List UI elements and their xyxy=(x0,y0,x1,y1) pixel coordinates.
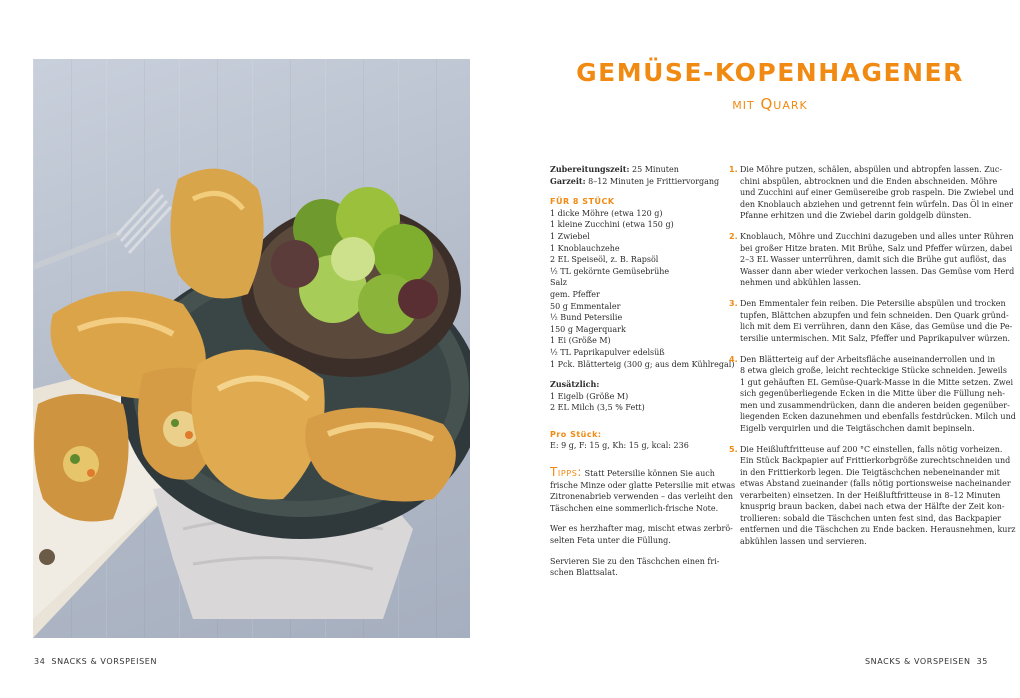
step-text: 1 gut gehäuften EL Gemüse-Quark-Masse in die Mitte setzen. Zwei xyxy=(740,377,1014,387)
nutrition-heading: Pro Stück: xyxy=(550,429,602,439)
ingredient-item: ½ Bund Petersilie xyxy=(550,313,623,323)
step-text: in den Frittierkorb legen. Die Teigtäschchen nebeneinander mit xyxy=(740,467,1000,477)
ingredient-item: 1 Knoblauchzehe xyxy=(550,243,620,253)
step-text: abkühlen lassen und servieren. xyxy=(740,536,867,546)
step-text: knusprig braun backen, dabei nach etwa der Hälfte der Zeit kon- xyxy=(740,502,1005,511)
step-text: chini abspülen, abtrocknen und die Enden abschneiden. Möhre xyxy=(740,176,998,186)
step-text: und Zucchini auf einer Gemüsereibe grob raspeln. Die Zwiebel und xyxy=(740,188,1014,197)
step-4 xyxy=(729,354,1016,435)
step-text: den Knoblauch abziehen und getrennt fein würfeln. Das Öl in einer xyxy=(740,199,1013,209)
step-1 xyxy=(729,164,1014,222)
tips-line xyxy=(550,467,720,480)
step-text: verarbeiten) einsetzen. In der Heißluftfritteuse in 8–12 Minuten xyxy=(740,490,1001,500)
tips-text: schen Blattsalat. xyxy=(550,568,618,578)
tips-text: Täschchen eine sommerlich-frische Note. xyxy=(550,503,719,513)
step-number: 4. xyxy=(729,354,738,364)
recipe-subtitle: mit Quark xyxy=(732,95,808,113)
section-name-right: SNACKS & VORSPEISEN xyxy=(864,657,971,666)
ingredient-item: 1 Ei (Größe M) xyxy=(550,336,611,346)
step-text: Knoblauch, Möhre und Zucchini dazugeben und alles unter Rühren xyxy=(740,232,1014,241)
footer-right xyxy=(865,657,988,666)
ingredients-list xyxy=(550,208,735,370)
step-text: Wasser dann aber wieder verkochen lassen. Das Gemüse vom Herd xyxy=(740,266,1015,276)
step-number: 1. xyxy=(729,165,738,174)
ingredient-item: 1 Zwiebel xyxy=(550,231,590,241)
step-number: 2. xyxy=(729,232,738,241)
ingredient-item: 1 Pck. Blätterteig (300 g; aus dem Kühlregal) xyxy=(550,359,735,369)
tips-label: Tipps: xyxy=(550,465,583,480)
footer-left xyxy=(34,657,157,666)
tips-text: frische Minze oder glatte Petersilie mit etwas xyxy=(550,480,736,490)
step-text: Die Heißluftfritteuse auf 200 °C einstellen, falls nötig vorheizen. xyxy=(740,444,1003,454)
food-photo xyxy=(33,59,470,638)
cook-time xyxy=(550,176,720,188)
ingredient-item: 150 g Magerquark xyxy=(550,324,626,334)
step-text: sich gegenüberliegende Ecken in die Mitte über die Füllung neh- xyxy=(740,389,1005,398)
food-photo-illustration xyxy=(33,59,470,638)
step-number: 5. xyxy=(729,444,738,454)
tips-text: Wer es herzhafter mag, mischt etwas zerbrö- xyxy=(550,524,733,534)
step-text: 8 etwa gleich große, leicht rechteckige Stücke schneiden. Jeweils xyxy=(740,366,1007,375)
step-text: bei großer Hitze braten. Mit Brühe, Salz und Pfeffer würzen, dabei xyxy=(740,243,1013,253)
step-2 xyxy=(729,231,1015,289)
ingredient-item: gem. Pfeffer xyxy=(550,289,600,299)
step-5 xyxy=(729,444,1016,548)
page-number-right: 35 xyxy=(976,657,988,666)
recipe-title: GEMÜSE-KOPENHAGENER xyxy=(576,58,964,87)
tips-text: Statt Petersilie können Sie auch xyxy=(582,469,715,479)
step-3 xyxy=(729,298,1013,344)
step-text: Den Blätterteig auf der Arbeitsfläche auseinanderrollen und in xyxy=(740,354,996,364)
ingredient-item: 50 g Emmentaler xyxy=(550,301,621,311)
additional-item: 1 Eigelb (Größe M) xyxy=(550,391,629,401)
tips-text: Zitronenabrieb verwenden – das verleiht den xyxy=(550,492,733,502)
fork xyxy=(33,189,171,267)
section-name-left: SNACKS & VORSPEISEN xyxy=(51,657,158,666)
step-text: tersilie untermischen. Mit Salz, Pfeffer und Paprikapulver würzen. xyxy=(740,333,1011,343)
page-number-left: 34 xyxy=(34,657,46,666)
step-text: Den Emmentaler fein reiben. Die Petersilie abspülen und trocken xyxy=(740,299,1006,308)
step-text: etwas Abstand zueinander (falls nötig portionsweise nacheinander xyxy=(740,479,1011,488)
step-text: Pfanne erhitzen und die Zwiebel darin goldgelb dünsten. xyxy=(740,211,972,220)
step-text: Eigelb verquirlen und die Teigtäschchen damit bepinseln. xyxy=(740,423,975,433)
steps-column xyxy=(729,164,1016,557)
ingredients-column xyxy=(550,164,736,579)
step-text: tupfen, Blättchen abzupfen und fein schneiden. Den Quark gründ- xyxy=(740,310,1009,320)
ingredient-item: 1 kleine Zucchini (etwa 150 g) xyxy=(550,220,674,230)
prep-time xyxy=(550,164,720,176)
salad-bowl xyxy=(241,187,461,377)
ingredient-item: Salz xyxy=(550,278,568,288)
prep-time-label: Zubereitungszeit: xyxy=(550,164,630,174)
step-text: 2–3 EL Wasser unterrühren, damit sich die Brühe gut auflöst, das xyxy=(740,255,1007,264)
step-text: Ein Stück Backpapier auf Frittierkorbgröße zurechtschneiden und xyxy=(740,456,1011,465)
step-text: lich mit dem Ei verrühren, dann den Käse, das Gemüse und die Pe- xyxy=(740,322,1013,331)
step-number: 3. xyxy=(729,299,738,308)
tips-text: Servieren Sie zu den Täschchen einen fri- xyxy=(550,556,720,566)
cook-time-value: 8–12 Minuten je Frittiervorgang xyxy=(585,176,720,186)
ingredient-item: ½ TL gekörnte Gemüsebrühe xyxy=(550,266,670,276)
prep-time-value: 25 Minuten xyxy=(629,165,679,174)
step-text: nehmen und abkühlen lassen. xyxy=(740,278,862,287)
step-text: men und zusammendrücken, dann die anderen beiden gegenüber- xyxy=(740,400,1010,410)
cook-time-label: Garzeit: xyxy=(550,175,586,186)
step-text: trollieren: sobald die Täschchen unten fest sind, das Backpapier xyxy=(740,513,1002,523)
step-text: entfernen und die Täschchen zu Ende backen. Herausnehmen, kurz xyxy=(740,525,1016,534)
tips-text: selten Feta unter die Füllung. xyxy=(550,536,671,546)
nutrition-values: E: 9 g, F: 15 g, Kh: 15 g, kcal: 236 xyxy=(550,441,689,451)
ingredient-item: 1 dicke Möhre (etwa 120 g) xyxy=(550,208,663,218)
step-text: Die Möhre putzen, schälen, abspülen und abtropfen lassen. Zuc- xyxy=(740,165,1003,174)
additional-heading: Zusätzlich: xyxy=(550,379,600,390)
ingredients-heading: FÜR 8 STÜCK xyxy=(550,197,615,207)
ingredient-item: 2 EL Speiseöl, z. B. Rapsöl xyxy=(550,255,659,265)
step-text: liegenden Ecken dazunehmen und ebenfalls festdrücken. Milch und xyxy=(740,412,1016,421)
additional-item: 2 EL Milch (3,5 % Fett) xyxy=(550,403,645,413)
ingredient-item: ½ TL Paprikapulver edelsüß xyxy=(550,347,665,357)
